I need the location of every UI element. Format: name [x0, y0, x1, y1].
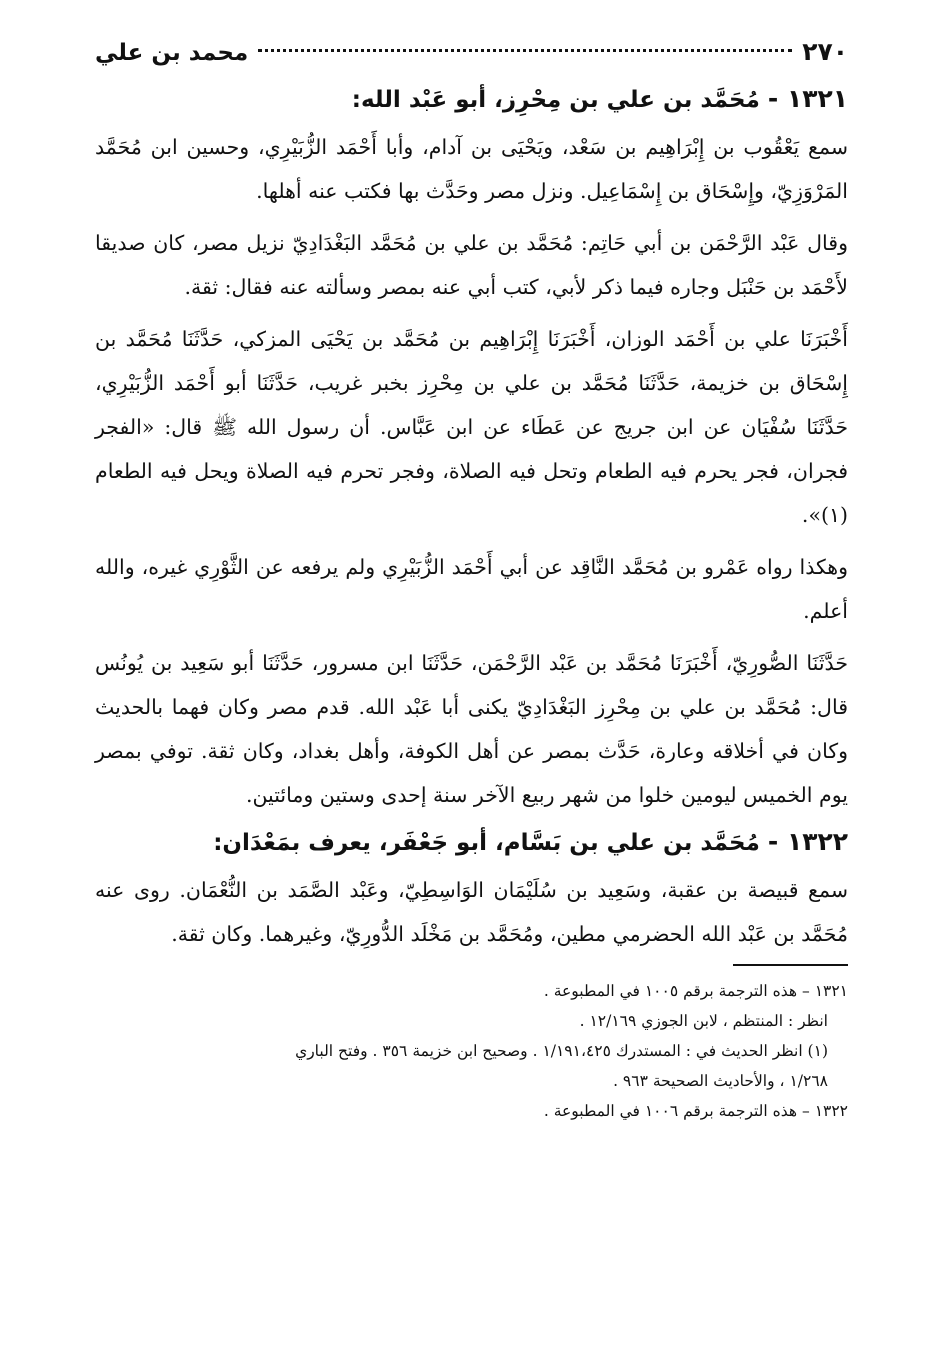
entry-title	[95, 817, 848, 868]
entry-heading: مُحَمَّد بن علي بن بَسَّام، أبو جَعْفَر، يعرف بمَعْدَان:	[213, 830, 760, 856]
footnotes	[95, 976, 848, 1126]
entry-title	[95, 74, 848, 125]
footnote-line: ١/٢٦٨ ، والأحاديث الصحيحة ٩٦٣ .	[613, 1072, 828, 1090]
footnote-line: ١٣٢١ – هذه الترجمة برقم ١٠٠٥ في المطبوعة .	[543, 982, 848, 1000]
entry-paragraph: وقال عَبْد الرَّحْمَن بن أبي حَاتِم: مُحَمَّد بن علي بن مُحَمَّد البَغْدَادِيّ نزيل مصر، كان صديقا لأَحْمَد بن حَنْبَل وجاره فيما ذكر لأبي، كتب أبي عنه بمصر وسألته عنه فقال: ثقة.	[95, 231, 848, 299]
footnote-line: (١) انظر الحديث في : المستدرك ١/١٩١،٤٢٥ . وصحيح ابن خزيمة ٣٥٦ . وفتح الباري	[295, 1042, 828, 1060]
footnote-line: ١٣٢٢ – هذه الترجمة برقم ١٠٠٦ في المطبوعة .	[543, 1102, 848, 1120]
entry-number: ١٣٢١ -	[767, 84, 848, 113]
entry-heading: مُحَمَّد بن علي بن مِحْرِز، أبو عَبْد الله:	[351, 87, 760, 113]
entry-paragraph: أَخْبَرَنَا علي بن أَحْمَد الوزان، أَخْبَرَنَا إِبْرَاهِيم بن مُحَمَّد بن يَحْيَى المزكي، حَدَّثَنَا مُحَمَّد بن إِسْحَاق بن خزيمة، حَدَّثَنَا مُحَمَّد بن علي بن مِحْرِز بخبر غريب، حَدَّثَنَا أبو أَحْمَد الزُّبَيْرِي، حَدَّثَنَا سُفْيَان عن ابن جريج عن عَطَاء عن ابن عَبَّاس. أن رسول الله ﷺ قال: «الفجر فجران، فجر يحرم فيه الطعام وتحل فيه الصلاة، وفجر تحرم فيه الصلاة ويحل فيه الطعام (١)».	[95, 327, 848, 527]
entry-paragraph: وهكذا رواه عَمْرو بن مُحَمَّد النَّاقِد عن أبي أَحْمَد الزُّبَيْرِي ولم يرفعه عن الثَّوْرِي غيره، والله أعلم.	[95, 555, 848, 623]
entry-paragraph: حَدَّثَنَا الصُّورِيّ، أَخْبَرَنَا مُحَمَّد بن عَبْد الرَّحْمَن، حَدَّثَنَا ابن مسرور، حَدَّثَنَا أبو سَعِيد بن يُونُس قال: مُحَمَّد بن علي بن مِحْرِز البَغْدَادِيّ يكنى أبا عَبْد الله. قدم مصر وكان فهما بالحديث وكان في أخلاقه وعارة، حَدَّث بمصر عن أهل الكوفة، وأهل بغداد، وكان ثقة. توفي بمصر يوم الخميس ليومين خلوا من شهر ربيع الآخر سنة إحدى وستين ومائتين.	[95, 651, 848, 807]
footnote-separator	[733, 964, 848, 966]
entry-paragraph: سمع يَعْقُوب بن إِبْرَاهِيم بن سَعْد، ويَحْيَى بن آدام، وأبا أَحْمَد الزُّبَيْرِي، وحسين ابن مُحَمَّد المَرْوَزِيّ، وإِسْحَاق بن إِسْمَاعِيل. ونزل مصر وحَدَّث بها فكتب عنه أهلها.	[95, 135, 848, 203]
entry-number: ١٣٢٢ -	[767, 827, 848, 856]
entry-paragraph: سمع قبيصة بن عقبة، وسَعِيد بن سُلَيْمَان الوَاسِطِيّ، وعَبْد الصَّمَد بن النُّعْمَان. روى عنه مُحَمَّد بن عَبْد الله الحضرمي مطين، ومُحَمَّد بن مَخْلَد الدُّورِيّ، وغيرهما. وكان ثقة.	[95, 878, 848, 946]
running-header	[95, 30, 848, 74]
header-dotted-leader	[258, 49, 792, 52]
running-title: محمد بن علي	[95, 40, 249, 66]
page-number: ٢٧٠	[802, 37, 848, 66]
footnote-line: انظر : المنتظم ، لابن الجوزي ١٢/١٦٩ .	[579, 1012, 828, 1030]
